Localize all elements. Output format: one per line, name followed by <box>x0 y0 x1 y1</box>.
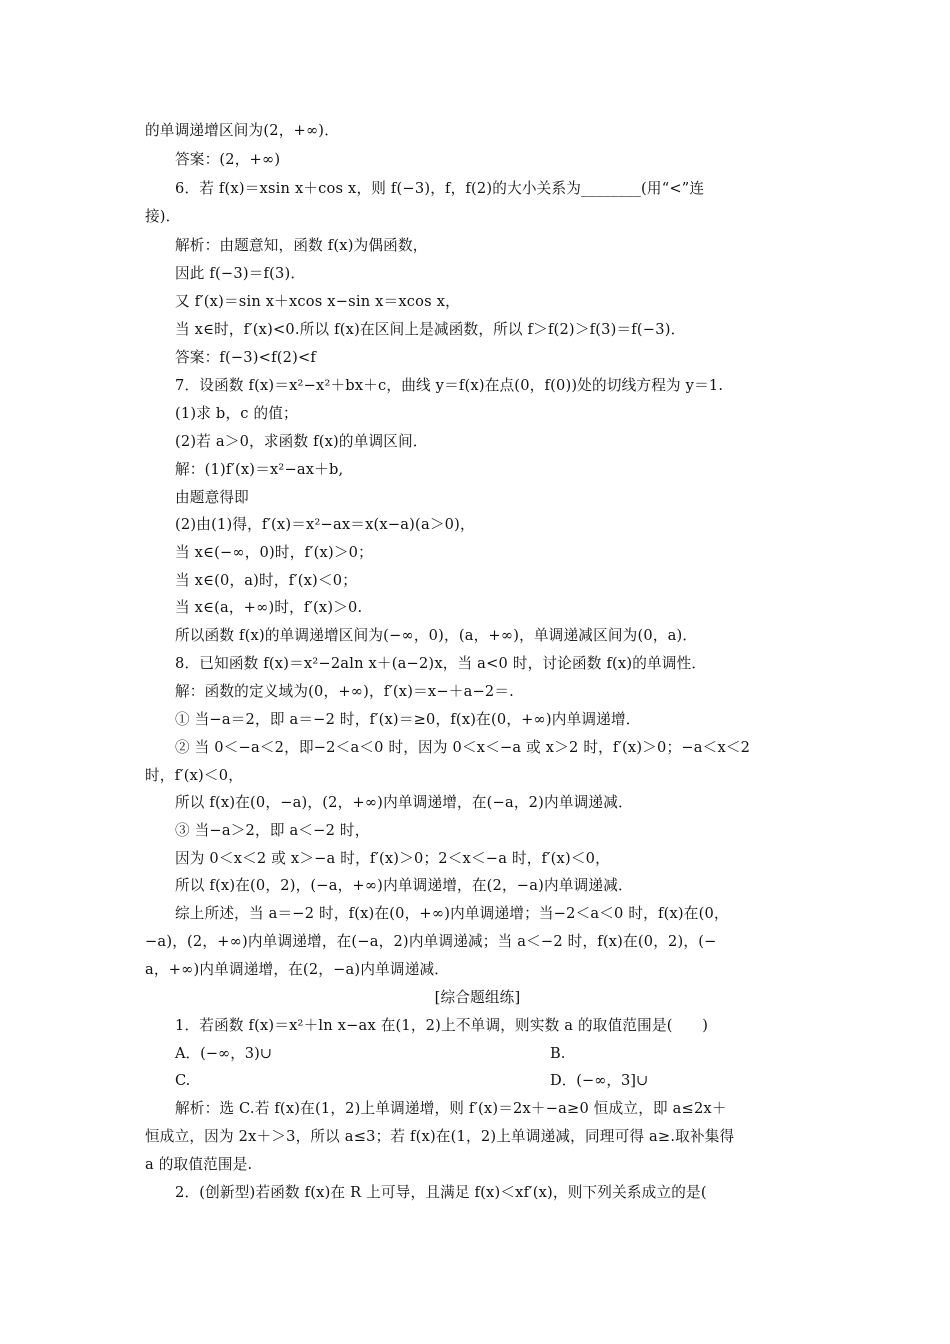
text-line: 解析：由题意知，函数 f(x)为偶函数， <box>175 237 428 254</box>
option-c: C. <box>175 1072 191 1089</box>
text-line: 所以函数 f(x)的单调递增区间为(−∞，0)，(a，+∞)，单调递减区间为(0，a)． <box>175 627 698 644</box>
text-line: 6．若 f(x)＝xsin x＋cos x，则 f(−3)，f，f(2)的大小关系为________(用“<”连 <box>175 180 705 197</box>
text-line: (1)求 b，c 的值； <box>175 405 298 422</box>
text-line: 解：(1)f′(x)＝x²−ax＋b, <box>175 461 344 478</box>
text-line: 因为 0＜x＜2 或 x＞−a 时，f′(x)＞0；2＜x＜−a 时，f′(x)＜0， <box>175 850 610 867</box>
text-line: 由题意得即 <box>175 489 249 506</box>
text-line: 答案：f(−3)<f(2)<f <box>175 349 317 366</box>
section-heading: [综合题组练] <box>434 989 521 1006</box>
text-line: 当 x∈(0，a)时，f′(x)＜0； <box>175 572 358 589</box>
text-line: 恒成立，因为 2x＋＞3，所以 a≤3；若 f(x)在(1，2)上单调递减，同理可得 a≥.取补集得 <box>145 1128 735 1145</box>
text-line: 因此 f(−3)＝f(3)． <box>175 265 306 282</box>
text-line: 的单调递增区间为(2，+∞)． <box>145 122 339 139</box>
option-b: B. <box>550 1045 566 1062</box>
text-line: (2)若 a＞0，求函数 f(x)的单调区间． <box>175 433 428 450</box>
text-line: ③ 当−a＞2，即 a＜−2 时， <box>175 822 370 839</box>
text-line: 解析：选 C.若 f(x)在(1，2)上单调递增，则 f′(x)＝2x＋−a≥0 恒成立，即 a≤2x＋ <box>175 1100 727 1117</box>
text-line: 8．已知函数 f(x)＝x²−2aln x＋(a−2)x，当 a<0 时，讨论函数 f(x)的单调性． <box>175 655 707 672</box>
text-line: 2．(创新型)若函数 f(x)在 R 上可导，且满足 f(x)＜xf′(x)，则下列关系成立的是( <box>175 1184 707 1201</box>
text-line: a，+∞)内单调递增，在(2，−a)内单调递减． <box>145 961 450 978</box>
text-line: 答案：(2，+∞) <box>175 151 281 168</box>
text-line: 7．设函数 f(x)＝x²−x²＋bx＋c，曲线 y＝f(x)在点(0，f(0))处的切线方程为 y＝1. <box>175 377 724 394</box>
text-line: 当 x∈(−∞，0)时，f′(x)＞0； <box>175 544 373 561</box>
text-line: 1．若函数 f(x)＝x²＋ln x−ax 在(1，2)上不单调，则实数 a 的取值范围是( ) <box>175 1017 709 1034</box>
text-line: 所以 f(x)在(0，−a)，(2，+∞)内单调递增，在(−a，2)内单调递减． <box>175 794 633 811</box>
text-line: 解：函数的定义域为(0，+∞)，f′(x)＝x−＋a−2＝. <box>175 683 515 700</box>
option-d: D．(−∞，3]∪ <box>550 1072 649 1089</box>
text-line: ① 当−a＝2，即 a＝−2 时，f′(x)＝≥0，f(x)在(0，+∞)内单调递增． <box>175 711 641 728</box>
text-line: −a)，(2，+∞)内单调递增，在(−a，2)内单调递减；当 a＜−2 时，f(x)在(0，2)，(− <box>145 933 717 950</box>
text-line: 又 f′(x)＝sin x＋xcos x−sin x＝xcos x， <box>175 293 460 310</box>
text-line: 当 x∈(a，+∞)时，f′(x)＞0. <box>175 599 363 616</box>
text-line: ② 当 0＜−a＜2，即−2＜a＜0 时，因为 0＜x＜−a 或 x＞2 时，f′(x)＞0；−a＜x＜2 <box>175 739 751 756</box>
text-line: (2)由(1)得，f′(x)＝x²−ax＝x(x−a)(a＞0)， <box>175 516 475 533</box>
text-line: 所以 f(x)在(0，2)，(−a，+∞)内单调递增，在(2，−a)内单调递减． <box>175 877 633 894</box>
text-line: 综上所述，当 a＝−2 时，f(x)在(0，+∞)内单调递增；当−2＜a＜0 时，f(x)在(0， <box>175 905 729 922</box>
text-line: 当 x∈时，f′(x)<0.所以 f(x)在区间上是减函数，所以 f＞f(2)＞f(3)＝f(−3)． <box>175 321 686 338</box>
text-line: 接)． <box>145 208 181 225</box>
option-a: A．(−∞，3)∪ <box>175 1045 273 1062</box>
text-line: 时，f′(x)＜0， <box>145 767 243 784</box>
text-line: a 的取值范围是. <box>145 1156 253 1173</box>
